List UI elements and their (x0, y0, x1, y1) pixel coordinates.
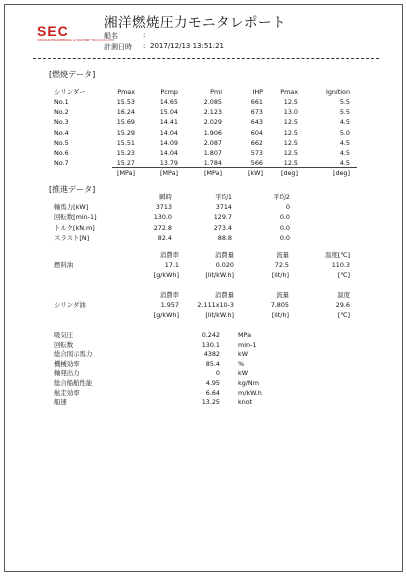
combustion-cell: 14.65 (159, 98, 178, 106)
combustion-row-label: No.5 (54, 138, 69, 147)
combustion-cell: 2.085 (203, 98, 222, 106)
summary-unit: kW (238, 369, 249, 378)
combustion-cell: 661 (250, 98, 263, 106)
combustion-cell: 15.23 (116, 149, 135, 157)
fuel-header: 消費量 (214, 251, 234, 259)
fuel-unit: [℃] (337, 271, 350, 279)
cylinder-oil-header: 流量 (276, 291, 289, 299)
fuel-header: 温度[℃] (325, 251, 350, 259)
combustion-header: Ignition (325, 88, 350, 96)
logo-text: SEC (37, 23, 69, 39)
cylinder-oil-label: シリンダ油 (54, 301, 86, 309)
combustion-cell: 1.906 (203, 128, 222, 137)
propulsion-cell: 272.8 (153, 223, 172, 232)
combustion-cell: 13.0 (283, 108, 298, 117)
summary-label: 軸発出力 (54, 369, 80, 378)
combustion-cell: 2.087 (203, 138, 222, 147)
combustion-row-label: No.1 (54, 98, 69, 106)
combustion-cell: 15.53 (116, 98, 135, 106)
summary-label: 航走効率 (54, 388, 80, 397)
combustion-cell: 16.24 (116, 108, 135, 117)
combustion-cell: 15.69 (116, 118, 135, 127)
propulsion-cell: 0 (285, 203, 290, 211)
combustion-cell: 4.5 (339, 138, 350, 147)
combustion-unit: [kW] (247, 169, 263, 177)
fuel-header: 流量 (276, 251, 289, 259)
summary-unit: MPa (238, 331, 251, 339)
combustion-cell: 5.5 (339, 108, 350, 117)
combustion-cell: 12.5 (283, 118, 298, 127)
summary-value: 0.242 (201, 331, 220, 339)
cylinder-oil-header: 温度 (337, 291, 350, 299)
combustion-cell: 15.04 (159, 108, 178, 117)
summary-unit: % (238, 359, 245, 368)
cylinder-oil-unit: [g/kWh] (153, 311, 179, 319)
cylinder-oil-unit: [℃] (337, 311, 350, 319)
combustion-cell: 643 (250, 118, 263, 127)
summary-label: 総合図示馬力 (54, 350, 93, 359)
propulsion-row-label: スラスト[N] (54, 233, 90, 242)
cylinder-oil-value: 29.6 (335, 301, 350, 309)
fuel-header: 消費率 (159, 251, 179, 259)
propulsion-row-label: 軸馬力[kW] (54, 203, 89, 211)
fuel-unit: [g/kWh] (153, 271, 179, 279)
combustion-cell: 14.04 (159, 128, 178, 137)
company-logo (37, 24, 114, 42)
combustion-cell: 1.784 (203, 159, 222, 168)
cylinder-oil-value: 7.805 (270, 301, 289, 309)
combustion-row-label: No.2 (54, 108, 69, 117)
cylinder-oil-value: 1.957 (160, 301, 179, 309)
propulsion-cell: 129.7 (213, 213, 232, 222)
header-divider (33, 58, 379, 59)
propulsion-cell: 273.4 (213, 223, 232, 232)
propulsion-cell: 0.0 (279, 233, 290, 242)
combustion-cell: 1.807 (203, 149, 222, 157)
combustion-unit: [deg] (332, 169, 350, 177)
summary-unit: knot (238, 398, 253, 407)
combustion-row-label: No.6 (54, 149, 69, 157)
combustion-cell: 15.51 (116, 138, 135, 147)
propulsion-cell: 88.8 (217, 233, 232, 242)
combustion-cell: 15.27 (116, 159, 135, 168)
summary-unit: kW (238, 350, 249, 359)
cylinder-oil-header: 消費量 (214, 291, 234, 299)
summary-label: 回転数 (54, 340, 74, 349)
fuel-value: 72.5 (274, 261, 289, 269)
combustion-cell: 12.5 (283, 159, 298, 168)
summary-unit: kg/Nm (238, 379, 259, 387)
summary-unit: m/kW.h (238, 388, 262, 397)
combustion-unit: [MPa] (204, 169, 222, 177)
propulsion-cell: 3713 (155, 203, 172, 211)
summary-value: 4.95 (205, 379, 220, 387)
combustion-header: Pmax (280, 88, 298, 96)
propulsion-row-label: トルク[kN.m] (54, 223, 95, 232)
fuel-unit: [lit/h] (271, 271, 289, 279)
combustion-cell: 5.5 (339, 98, 350, 106)
combustion-header: IHP (252, 88, 263, 96)
combustion-cell: 15.29 (116, 128, 135, 137)
cylinder-oil-unit: [lit/h] (271, 311, 289, 319)
summary-label: 機械効率 (54, 359, 80, 368)
propulsion-cell: 130.0 (153, 213, 172, 222)
propulsion-header: 平均2 (273, 193, 290, 201)
combustion-cell: 14.09 (159, 138, 178, 147)
datetime-colon: : (143, 42, 146, 50)
propulsion-header: 瞬時 (159, 193, 172, 201)
summary-value: 6.64 (205, 388, 220, 397)
summary-unit: min-1 (238, 340, 257, 349)
combustion-header: Pmi (210, 88, 222, 96)
combustion-cell: 14.04 (159, 149, 178, 157)
summary-label: 船速 (54, 398, 67, 407)
fuel-label: 燃料油 (54, 261, 74, 269)
combustion-unit: [MPa] (160, 169, 178, 177)
combustion-unit: [deg] (280, 169, 298, 177)
combustion-cell: 4.5 (339, 118, 350, 127)
combustion-cell: 2.029 (203, 118, 222, 127)
combustion-cell: 12.5 (283, 128, 298, 137)
fuel-unit: [lit/kW.h] (205, 271, 234, 279)
combustion-cell: 604 (250, 128, 263, 137)
cylinder-oil-unit: [lit/kW.h] (205, 311, 234, 319)
combustion-cell: 14.41 (159, 118, 178, 127)
combustion-row-label: No.4 (54, 128, 69, 137)
summary-value: 130.1 (201, 340, 220, 349)
summary-value: 85.4 (205, 359, 220, 368)
report-title: 湘洋燃焼圧力モニタレポート (104, 15, 286, 31)
combustion-cell: 4.5 (339, 159, 350, 168)
fuel-value: 17.1 (164, 261, 179, 269)
summary-value: 13.25 (201, 398, 220, 407)
combustion-cell: 573 (250, 149, 263, 157)
combustion-cell: 2.123 (203, 108, 222, 117)
logo-subtitle: SHONAN ENGINEERING & MACHINE TOOLS CO.,LTD (37, 38, 114, 42)
combustion-cell: 662 (250, 138, 263, 147)
combustion-cell: 12.5 (283, 149, 298, 157)
summary-value: 0 (215, 369, 220, 378)
datetime-value: 2017/12/13 13:51:21 (150, 42, 225, 50)
propulsion-cell: 0.0 (279, 223, 290, 232)
propulsion-header: 平均1 (215, 193, 232, 201)
combustion-row-label: No.3 (54, 118, 69, 127)
combustion-cell: 12.5 (283, 98, 298, 106)
combustion-cell: 673 (250, 108, 263, 117)
combustion-row-label: No.7 (54, 159, 69, 168)
summary-label: 総合船舶性能 (54, 379, 93, 387)
cylinder-oil-value: 2.111x10-3 (197, 301, 234, 309)
combustion-header: Pmax (117, 88, 135, 96)
combustion-header: Pcmp (160, 88, 178, 96)
combustion-cell: 566 (250, 159, 263, 168)
ship-name-label: 船名 (104, 32, 118, 40)
propulsion-row-label: 回転数[min-1] (54, 213, 97, 222)
propulsion-cell: 82.4 (157, 233, 172, 242)
datetime-label: 計測日時 (104, 43, 132, 51)
combustion-cell: 5.0 (339, 128, 350, 137)
summary-value: 4382 (203, 350, 220, 359)
combustion-cell: 4.5 (339, 149, 350, 157)
propulsion-cell: 0.0 (279, 213, 290, 222)
fuel-value: 0.020 (215, 261, 234, 269)
combustion-cell: 13.79 (159, 159, 178, 168)
cylinder-oil-header: 消費率 (159, 291, 179, 299)
ship-name-colon: : (143, 31, 146, 39)
combustion-section-title: [燃焼データ] (49, 70, 96, 79)
combustion-units-line (112, 167, 357, 168)
summary-label: 吸気圧 (54, 331, 74, 339)
combustion-unit: [MPa] (117, 169, 135, 177)
combustion-header-cylinder: シリンダー (54, 88, 86, 96)
fuel-value: 110.3 (331, 261, 350, 269)
combustion-cell: 12.5 (283, 138, 298, 147)
propulsion-section-title: [推進データ] (49, 185, 96, 194)
propulsion-cell: 3714 (215, 203, 232, 211)
